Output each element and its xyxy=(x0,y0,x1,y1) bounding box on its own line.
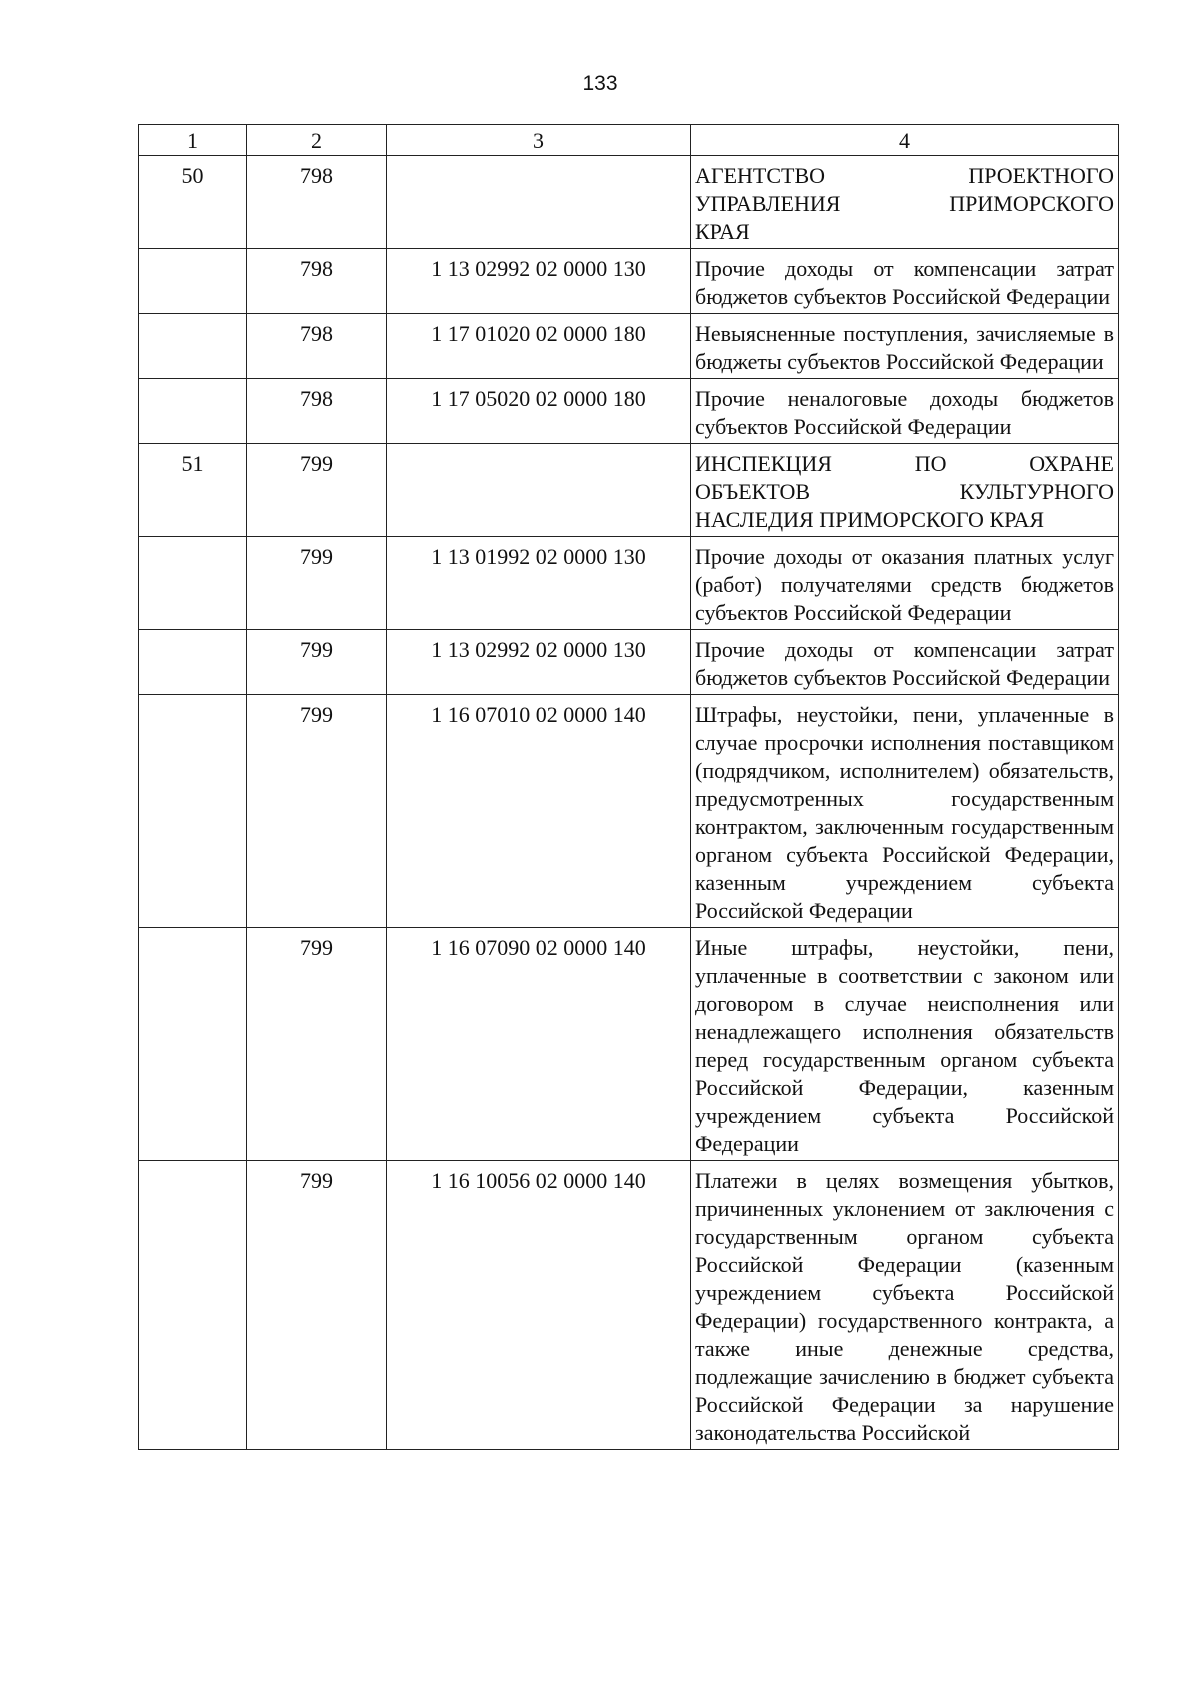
admin-code: 798 xyxy=(247,156,387,249)
agency-name-line: ОБЪЕКТОВ КУЛЬТУРНОГО xyxy=(695,479,1114,504)
revenue-description: Платежи в целях возмещения убытков, причиненных уклонением от заключения с государственным органом субъекта Российской Федерации (казенным учреждением субъекта Российской Федерации) государственного контракта, а также иные денежные средства, подлежащие зачислению в бюджет субъекта Российской Федерации за нарушение законодательства Российской xyxy=(691,1161,1119,1450)
admin-code: 799 xyxy=(247,928,387,1161)
revenue-code: 1 17 05020 02 0000 180 xyxy=(387,379,691,444)
revenue-codes-table xyxy=(138,124,1119,1450)
admin-code: 799 xyxy=(247,444,387,537)
revenue-description: Штрафы, неустойки, пени, уплаченные в случае просрочки исполнения поставщиком (подрядчиком, исполнителем) обязательств, предусмотренных государственным контрактом, заключенным государственным органом субъекта Российской Федерации, казенным учреждением субъекта Российской Федерации xyxy=(691,695,1119,928)
row-number xyxy=(139,1161,247,1450)
row-number xyxy=(139,537,247,630)
agency-name-line: ИНСПЕКЦИЯ ПО ОХРАНЕ xyxy=(695,451,1114,476)
admin-code: 799 xyxy=(247,695,387,928)
table-row xyxy=(139,314,1119,379)
revenue-code: 1 16 07010 02 0000 140 xyxy=(387,695,691,928)
header-col-1: 1 xyxy=(139,125,247,156)
revenue-code: 1 13 01992 02 0000 130 xyxy=(387,537,691,630)
row-number xyxy=(139,314,247,379)
table-row xyxy=(139,630,1119,695)
agency-name-line: КРАЯ xyxy=(695,219,750,244)
table-row xyxy=(139,249,1119,314)
revenue-description: Иные штрафы, неустойки, пени, уплаченные в соответствии с законом или договором в случае неисполнения или ненадлежащего исполнения обязательств перед государственным органом субъекта Российской Федерации, казенным учреждением субъекта Российской Федерации xyxy=(691,928,1119,1161)
row-number: 50 xyxy=(139,156,247,249)
revenue-code xyxy=(387,444,691,537)
admin-code: 798 xyxy=(247,249,387,314)
table-row xyxy=(139,444,1119,537)
revenue-description: Прочие доходы от компенсации затрат бюджетов субъектов Российской Федерации xyxy=(691,630,1119,695)
revenue-description: Невыясненные поступления, зачисляемые в бюджеты субъектов Российской Федерации xyxy=(691,314,1119,379)
agency-name xyxy=(691,444,1119,537)
row-number xyxy=(139,249,247,314)
page-number: 133 xyxy=(582,72,618,95)
header-col-2: 2 xyxy=(247,125,387,156)
table-row xyxy=(139,1161,1119,1450)
row-number xyxy=(139,928,247,1161)
header-col-3: 3 xyxy=(387,125,691,156)
agency-name-line: АГЕНТСТВО ПРОЕКТНОГО xyxy=(695,163,1114,188)
revenue-code xyxy=(387,156,691,249)
table-row xyxy=(139,379,1119,444)
admin-code: 799 xyxy=(247,1161,387,1450)
agency-name-line: НАСЛЕДИЯ ПРИМОРСКОГО КРАЯ xyxy=(695,507,1045,532)
table-row xyxy=(139,695,1119,928)
revenue-code: 1 13 02992 02 0000 130 xyxy=(387,630,691,695)
row-number xyxy=(139,695,247,928)
row-number xyxy=(139,630,247,695)
admin-code: 799 xyxy=(247,537,387,630)
agency-name xyxy=(691,156,1119,249)
row-number: 51 xyxy=(139,444,247,537)
revenue-description: Прочие доходы от оказания платных услуг (работ) получателями средств бюджетов субъектов Российской Федерации xyxy=(691,537,1119,630)
admin-code: 798 xyxy=(247,379,387,444)
table-header-row xyxy=(139,125,1119,156)
agency-name-line: УПРАВЛЕНИЯ ПРИМОРСКОГО xyxy=(695,191,1114,216)
header-col-4: 4 xyxy=(691,125,1119,156)
revenue-description: Прочие неналоговые доходы бюджетов субъектов Российской Федерации xyxy=(691,379,1119,444)
revenue-code: 1 13 02992 02 0000 130 xyxy=(387,249,691,314)
table-row xyxy=(139,156,1119,249)
table-row xyxy=(139,537,1119,630)
table-row xyxy=(139,928,1119,1161)
revenue-code: 1 16 07090 02 0000 140 xyxy=(387,928,691,1161)
revenue-code: 1 17 01020 02 0000 180 xyxy=(387,314,691,379)
row-number xyxy=(139,379,247,444)
revenue-description: Прочие доходы от компенсации затрат бюджетов субъектов Российской Федерации xyxy=(691,249,1119,314)
admin-code: 799 xyxy=(247,630,387,695)
admin-code: 798 xyxy=(247,314,387,379)
revenue-code: 1 16 10056 02 0000 140 xyxy=(387,1161,691,1450)
